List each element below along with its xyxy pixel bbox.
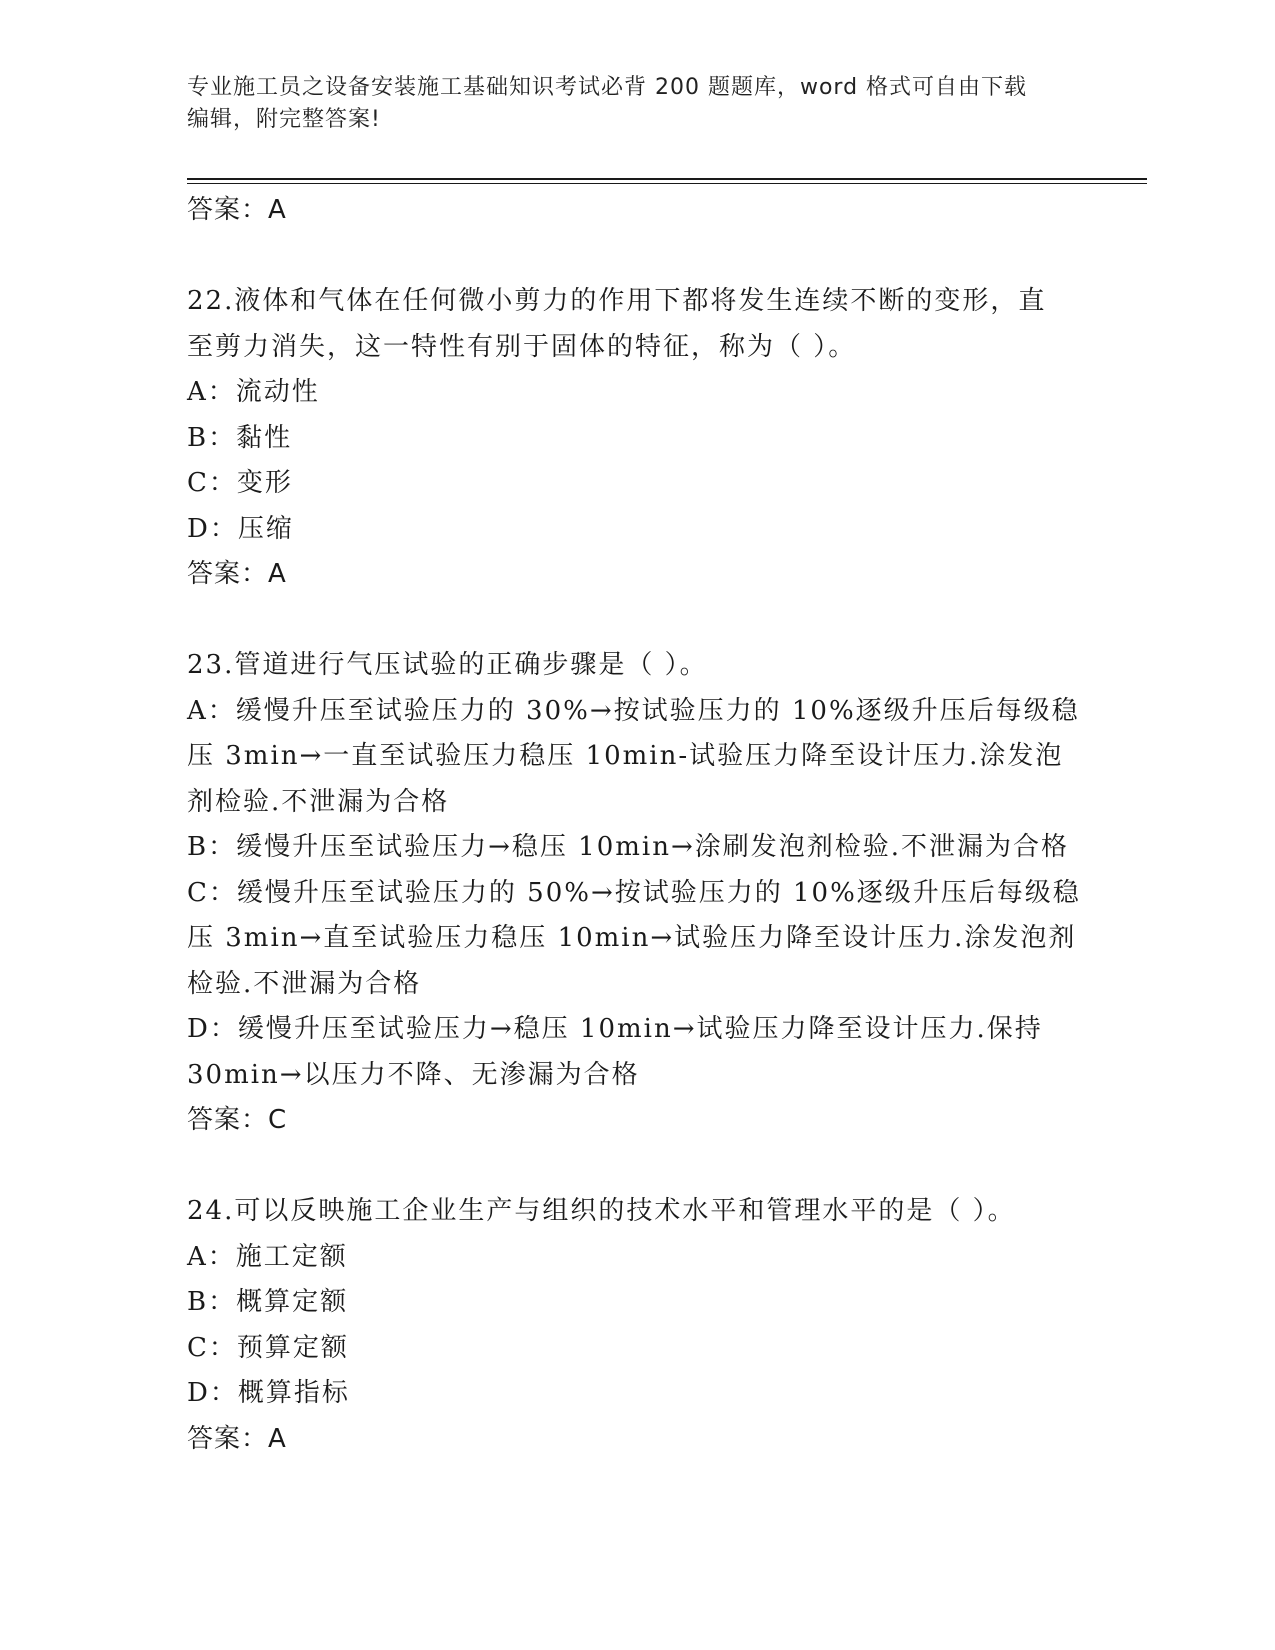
question-22-answer: 答案：A [187, 559, 287, 589]
question-23-option-a-line-3: 剂检验.不泄漏为合格 [187, 786, 450, 817]
question-23-answer: 答案：C [187, 1105, 288, 1135]
header-divider-thin [187, 183, 1147, 184]
question-23-option-d-line-2: 30min→以压力不降、无渗漏为合格 [187, 1059, 640, 1090]
spacer [187, 234, 1087, 280]
question-23-option-c-line-1: C：缓慢升压至试验压力的 50%→按试验压力的 10%逐级升压后每级稳 [187, 877, 1081, 908]
question-22-stem-line-1: 22.液体和气体在任何微小剪力的作用下都将发生连续不断的变形，直 [187, 286, 1047, 316]
question-22-option-c: C：变形 [187, 468, 293, 498]
question-22-stem-line-2: 至剪力消失，这一特性有别于固体的特征，称为（ ）。 [187, 331, 857, 362]
previous-answer: 答案：A [187, 195, 287, 225]
question-22-option-b: B：黏性 [187, 422, 293, 453]
spacer [187, 598, 1087, 644]
header-line-2: 编辑，附完整答案! [187, 107, 381, 132]
question-24-stem: 24.可以反映施工企业生产与组织的技术水平和管理水平的是（ ）。 [187, 1196, 1016, 1226]
question-22 [187, 279, 1087, 598]
question-23-option-d-line-1: D：缓慢升压至试验压力→稳压 10min→试验压力降至设计压力.保持 [187, 1014, 1043, 1044]
question-22-option-d: D：压缩 [187, 513, 294, 544]
question-23-option-a-line-2: 压 3min→一直至试验压力稳压 10min-试验压力降至设计压力.涂发泡 [187, 741, 1064, 771]
question-24-option-c: C：预算定额 [187, 1332, 349, 1363]
question-24-option-d: D：概算指标 [187, 1378, 350, 1408]
question-23 [187, 643, 1087, 1144]
header-divider-thick [187, 178, 1147, 180]
document-header [187, 72, 1067, 136]
spacer [187, 1144, 1087, 1190]
question-23-option-a-line-1: A：缓慢升压至试验压力的 30%→按试验压力的 10%逐级升压后每级稳 [187, 695, 1080, 726]
question-24-option-a: A：施工定额 [187, 1241, 348, 1272]
question-23-option-c-line-3: 检验.不泄漏为合格 [187, 968, 422, 999]
header-line-1: 专业施工员之设备安装施工基础知识考试必背 200 题题库，word 格式可自由下载 [187, 75, 1028, 100]
question-content [187, 188, 1087, 1462]
question-24-answer: 答案：A [187, 1423, 287, 1454]
question-23-option-b: B：缓慢升压至试验压力→稳压 10min→涂刷发泡剂检验.不泄漏为合格 [187, 832, 1070, 862]
question-24 [187, 1189, 1087, 1462]
question-22-option-a: A：流动性 [187, 377, 320, 407]
question-23-option-c-line-2: 压 3min→直至试验压力稳压 10min→试验压力降至设计压力.涂发泡剂 [187, 923, 1077, 953]
question-23-stem: 23.管道进行气压试验的正确步骤是（ ）。 [187, 650, 708, 680]
question-24-option-b: B：概算定额 [187, 1287, 349, 1317]
